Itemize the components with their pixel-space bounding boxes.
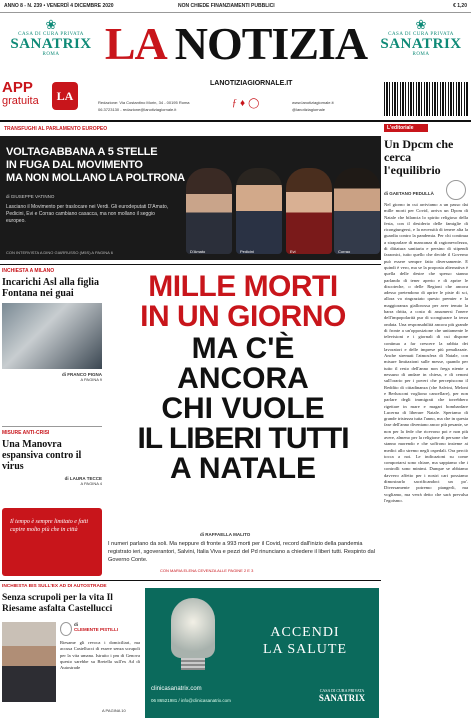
website-url[interactable]: LANOTIZIAGIORNALE.IT — [210, 80, 293, 87]
side2-page: A PAGINA 4 — [80, 481, 102, 486]
hero-headline-1: VOLTAGABBANA A 5 STELLE — [6, 146, 158, 158]
editorial-contact: 06.3723130 - redazione@lanotiziagiornale.it — [98, 107, 177, 112]
hero-footer: CON INTERVISTA A DINO GIARRUSSO (M5S) A PAGINA 6 — [6, 250, 113, 255]
photo-damato — [186, 168, 232, 254]
top-bar — [0, 0, 471, 12]
app-sub: gratuita — [2, 95, 39, 107]
photo-caption: Pedicini — [240, 249, 255, 254]
hero-byline: di GIUSEPPE VATINNO — [6, 194, 55, 199]
main-line-2: IN UN GIORNO — [140, 300, 346, 333]
bottom-byline — [74, 622, 118, 632]
sanatrix-left[interactable] — [2, 18, 100, 57]
promo-text: Il tempo è sempre limitato e fatti capire molto più che in città — [10, 519, 89, 533]
logo-right: NOTIZIA — [174, 18, 368, 69]
main-line-7: A NATALE — [169, 452, 317, 485]
ad-line-2: LA SALUTE — [262, 642, 348, 657]
bottom-byline-name: CLEMENTE PISTILLI — [74, 627, 119, 632]
author-portrait-icon — [60, 622, 72, 636]
ad-url[interactable]: clinicasanatrix.com — [151, 686, 202, 692]
editorial-column[interactable] — [384, 124, 468, 720]
hero-headline-3: MA NON MOLLANO LA POLTRONA — [6, 172, 185, 184]
side2-byline: di LAURA TECCE — [64, 476, 102, 481]
barcode — [384, 82, 468, 116]
main-line-1: MILLE MORTI — [148, 270, 338, 303]
social-handle: @lanotiziagiornale — [292, 107, 325, 112]
editorial-title: Un Dpcm che cerca l'equilibrio — [384, 137, 454, 177]
price: € 1,20 — [453, 3, 467, 9]
bottom-story[interactable] — [2, 584, 142, 718]
side-story-2[interactable] — [2, 430, 102, 486]
photo-pedicini — [236, 168, 282, 254]
app-tile-text: LA — [56, 89, 74, 103]
app-label: APP — [2, 79, 33, 96]
main-byline: di RAFFAELLA MALITO — [200, 532, 251, 537]
photo-caption: Evi — [290, 249, 296, 254]
sanatrix-logo-icon: ❀ — [45, 17, 57, 32]
editorial-address: Redazione: Via Costantino Morin, 34 - 00195 Roma — [98, 100, 190, 105]
photo-caption: D'Amato — [190, 249, 206, 254]
lightbulb-icon — [171, 598, 215, 658]
side2-kicker: MISURE ANTI-CRISI — [2, 430, 50, 436]
app-tile-icon — [52, 82, 78, 110]
bottom-page: A PAGINA 10 — [102, 708, 126, 713]
sanatrix-name: SANATRIX — [380, 36, 462, 52]
web-info — [292, 100, 374, 112]
hero-rule — [0, 264, 381, 265]
side1-title: Incarichi Asl alla figlia Fontana nei guai — [2, 277, 99, 299]
hero-text: Lasciano il Movimento per traslocare nei Verdi. Gli eurodeputati D'Amato, Pedicini, Evi e Corrao cambiano casacca, ma non mollano il seggio europeo. — [6, 204, 169, 224]
ad-brand — [309, 688, 375, 703]
side1-kicker: INCHIESTA A MILANO — [2, 268, 55, 274]
ad-brand-name: SANATRIX — [318, 693, 366, 703]
hero-story[interactable] — [0, 136, 381, 260]
web-right: www.lanotiziagiornale.it — [292, 100, 334, 105]
side-story-1[interactable] — [2, 268, 102, 382]
author-portrait-icon — [446, 180, 466, 200]
sanatrix-name: SANATRIX — [10, 36, 92, 52]
logo-left: LA — [104, 18, 165, 69]
sanatrix-city: ROMA — [412, 52, 430, 57]
editorial-text: Nel giorno in cui arriviamo a un passo dai mille morti per Covid, arriva un Dpcm di Natale che bilancia lo spirito religioso della festa, con il desiderio delle famiglie di ricongiungersi, e la necessità di tenere alta la guardia contro la pandemia. Per chi continua a straparlare di mancanza di ragionevolezza, di dittatura sanitaria e persino di stipendi faraonici, tutto quello che decide il Governo può essere sempre fatto diversamente. E quindi è vero, ma se la proposta alternativa è quella delle destre che spesso stanno parlando di tener aperto e di aprire le discoteche, o delle Regioni che ancora adesso pretendono di aprire le piste di sci, allora va ringraziato questo premier e la maggioranza giallorossa per aver tenuto la barra dritta, a costo di assumersi l'onere dell'impopolarità pur di scongiurare la terza ondata. Una responsabilità ancora più grande di fronte a un'opposizione che unitamente le televisioni e i giornali di cui dispone continua a far crescere la rabbia dei lavoratori e delle imprese più penalizzate. Anche stremati l'atmosfera di Natale, con misure limitazioni sulle messe, quando per tutto il resto dell'anno non frega niente a nessuno di andare in chiesa, e di cenoni sull'orario per i poveri che percepiscono il Reddito di cittadinanza (che Salvini, Meloni e Berlusconi vogliono cancellare), per non parlare degli immigrati che torrebbero rigettare in mare e magari bombardare Lucerna di liberare Natale. Speriamo di grande tristezza tutta l'anno, ma che in questa fase dell'anno diventano ancor più pesante, se non per la fede che ricevono poi e non più avere, almeno per la religione di persone che stanno morendo e che soffrono insieme ai medici allo stremo negli ospedali. Ora perciò tocca a noi. Le indicazioni su come comportarsi sono chiare, ma sappiamo che i controlli sono minimi. Dunque se abbiamo davvero affetto per i nostri cari possiamo dimostrarlo sacrificandoci un po'. Diversamente potremo piangerli, ma vogliamo, ma verrà detto che sarà prevalsa l'egoismo. — [384, 202, 468, 503]
newspaper-logo[interactable] — [100, 14, 372, 74]
twitter-icon[interactable]: ♦ — [240, 98, 249, 109]
bottom-byline-pre: di — [74, 622, 78, 627]
social-icons[interactable] — [232, 98, 262, 109]
main-line-3: MA C'È — [191, 332, 295, 365]
facebook-icon[interactable]: ƒ — [232, 98, 240, 109]
photo-evi — [286, 168, 332, 254]
side1-byline: di FRANCO PIGNA — [62, 372, 102, 377]
sanatrix-top: CASA DI CURA PRIVATA — [388, 32, 454, 37]
bottom-text: Riesame gli revoca i domiciliari, ma accusa Castellucci di essere senza scrupoli per la vita umana. Istruito i pm di Genova questo sarebbe su Bretella sull'ex Ad di Autostrade — [60, 640, 140, 671]
issue-info: ANNO 8 - N. 239 • VENERDÌ 4 DICEMBRE 2020 — [4, 3, 114, 9]
bottom-title: Senza scrupoli per la vita Il Riesame asfalta Castellucci — [2, 593, 113, 614]
sanatrix-right[interactable] — [372, 18, 470, 57]
main-line-5: CHI VUOLE — [161, 392, 325, 425]
editorial-info — [98, 100, 228, 112]
top-rule — [0, 12, 471, 13]
main-text: I numeri parlano da soli. Ma neppure di fronte a 993 morti per il Covid, record dall'inizio della pandemia registrato ieri, sgoverantori, Salvini, Italia Viva e pezzi del Pd rinunciano a chiedere il liberi tutti. Respinto dal Governo Conte. — [108, 541, 375, 563]
editorial-byline: di GAETANO PEDULLÀ — [384, 191, 434, 196]
ad-phone: 06 86521981 / info@clinicasanatrix.com — [151, 698, 231, 703]
sanatrix-logo-icon: ❀ — [415, 17, 427, 32]
app-promo[interactable] — [2, 80, 82, 114]
side1-page: A PAGINA 9 — [80, 377, 102, 382]
bottom-rule — [0, 580, 381, 581]
bottom-photo — [2, 622, 56, 702]
instagram-icon[interactable]: ◯ — [248, 98, 263, 109]
promo-box[interactable] — [2, 508, 102, 576]
ad-tag: CASA DI CURA PRIVATA — [319, 688, 365, 693]
bottom-kicker: INCHIESTA BIS SULL'EX AD DI AUTOSTRADE — [2, 584, 107, 589]
side-rule-1 — [2, 426, 102, 427]
main-line-4: ANCORA — [177, 362, 309, 395]
photo-corrao — [334, 168, 380, 254]
side2-title: Una Manovra espansiva contro il virus — [2, 439, 82, 472]
ad-headline — [235, 624, 375, 658]
main-footer: CON MARIA ELENA CEVENZA ALLE PAGINE 2 E 3 — [160, 568, 254, 573]
main-headline[interactable] — [108, 272, 378, 484]
hero-headline-2: IN FUGA DAL MOVIMENTO — [6, 159, 143, 171]
sanatrix-city: ROMA — [42, 52, 60, 57]
photo-caption: Corrao — [338, 249, 351, 254]
hero-headline — [6, 146, 186, 185]
sanatrix-top: CASA DI CURA PRIVATA — [18, 32, 84, 37]
main-line-6: IL LIBERI TUTTI — [137, 422, 349, 455]
lightbulb-base-icon — [181, 658, 205, 670]
editorial-kicker: L'editoriale — [384, 124, 428, 132]
section-kicker: TRANSFUGHI AL PARLAMENTO EUROPEO — [4, 126, 108, 132]
funding-note: NON CHIEDE FINANZIAMENTI PUBBLICI — [178, 3, 275, 9]
masthead-rule — [0, 120, 471, 122]
ad-line-1: ACCENDI — [270, 625, 340, 640]
side1-photo — [2, 303, 102, 369]
sanatrix-ad[interactable] — [145, 588, 379, 718]
